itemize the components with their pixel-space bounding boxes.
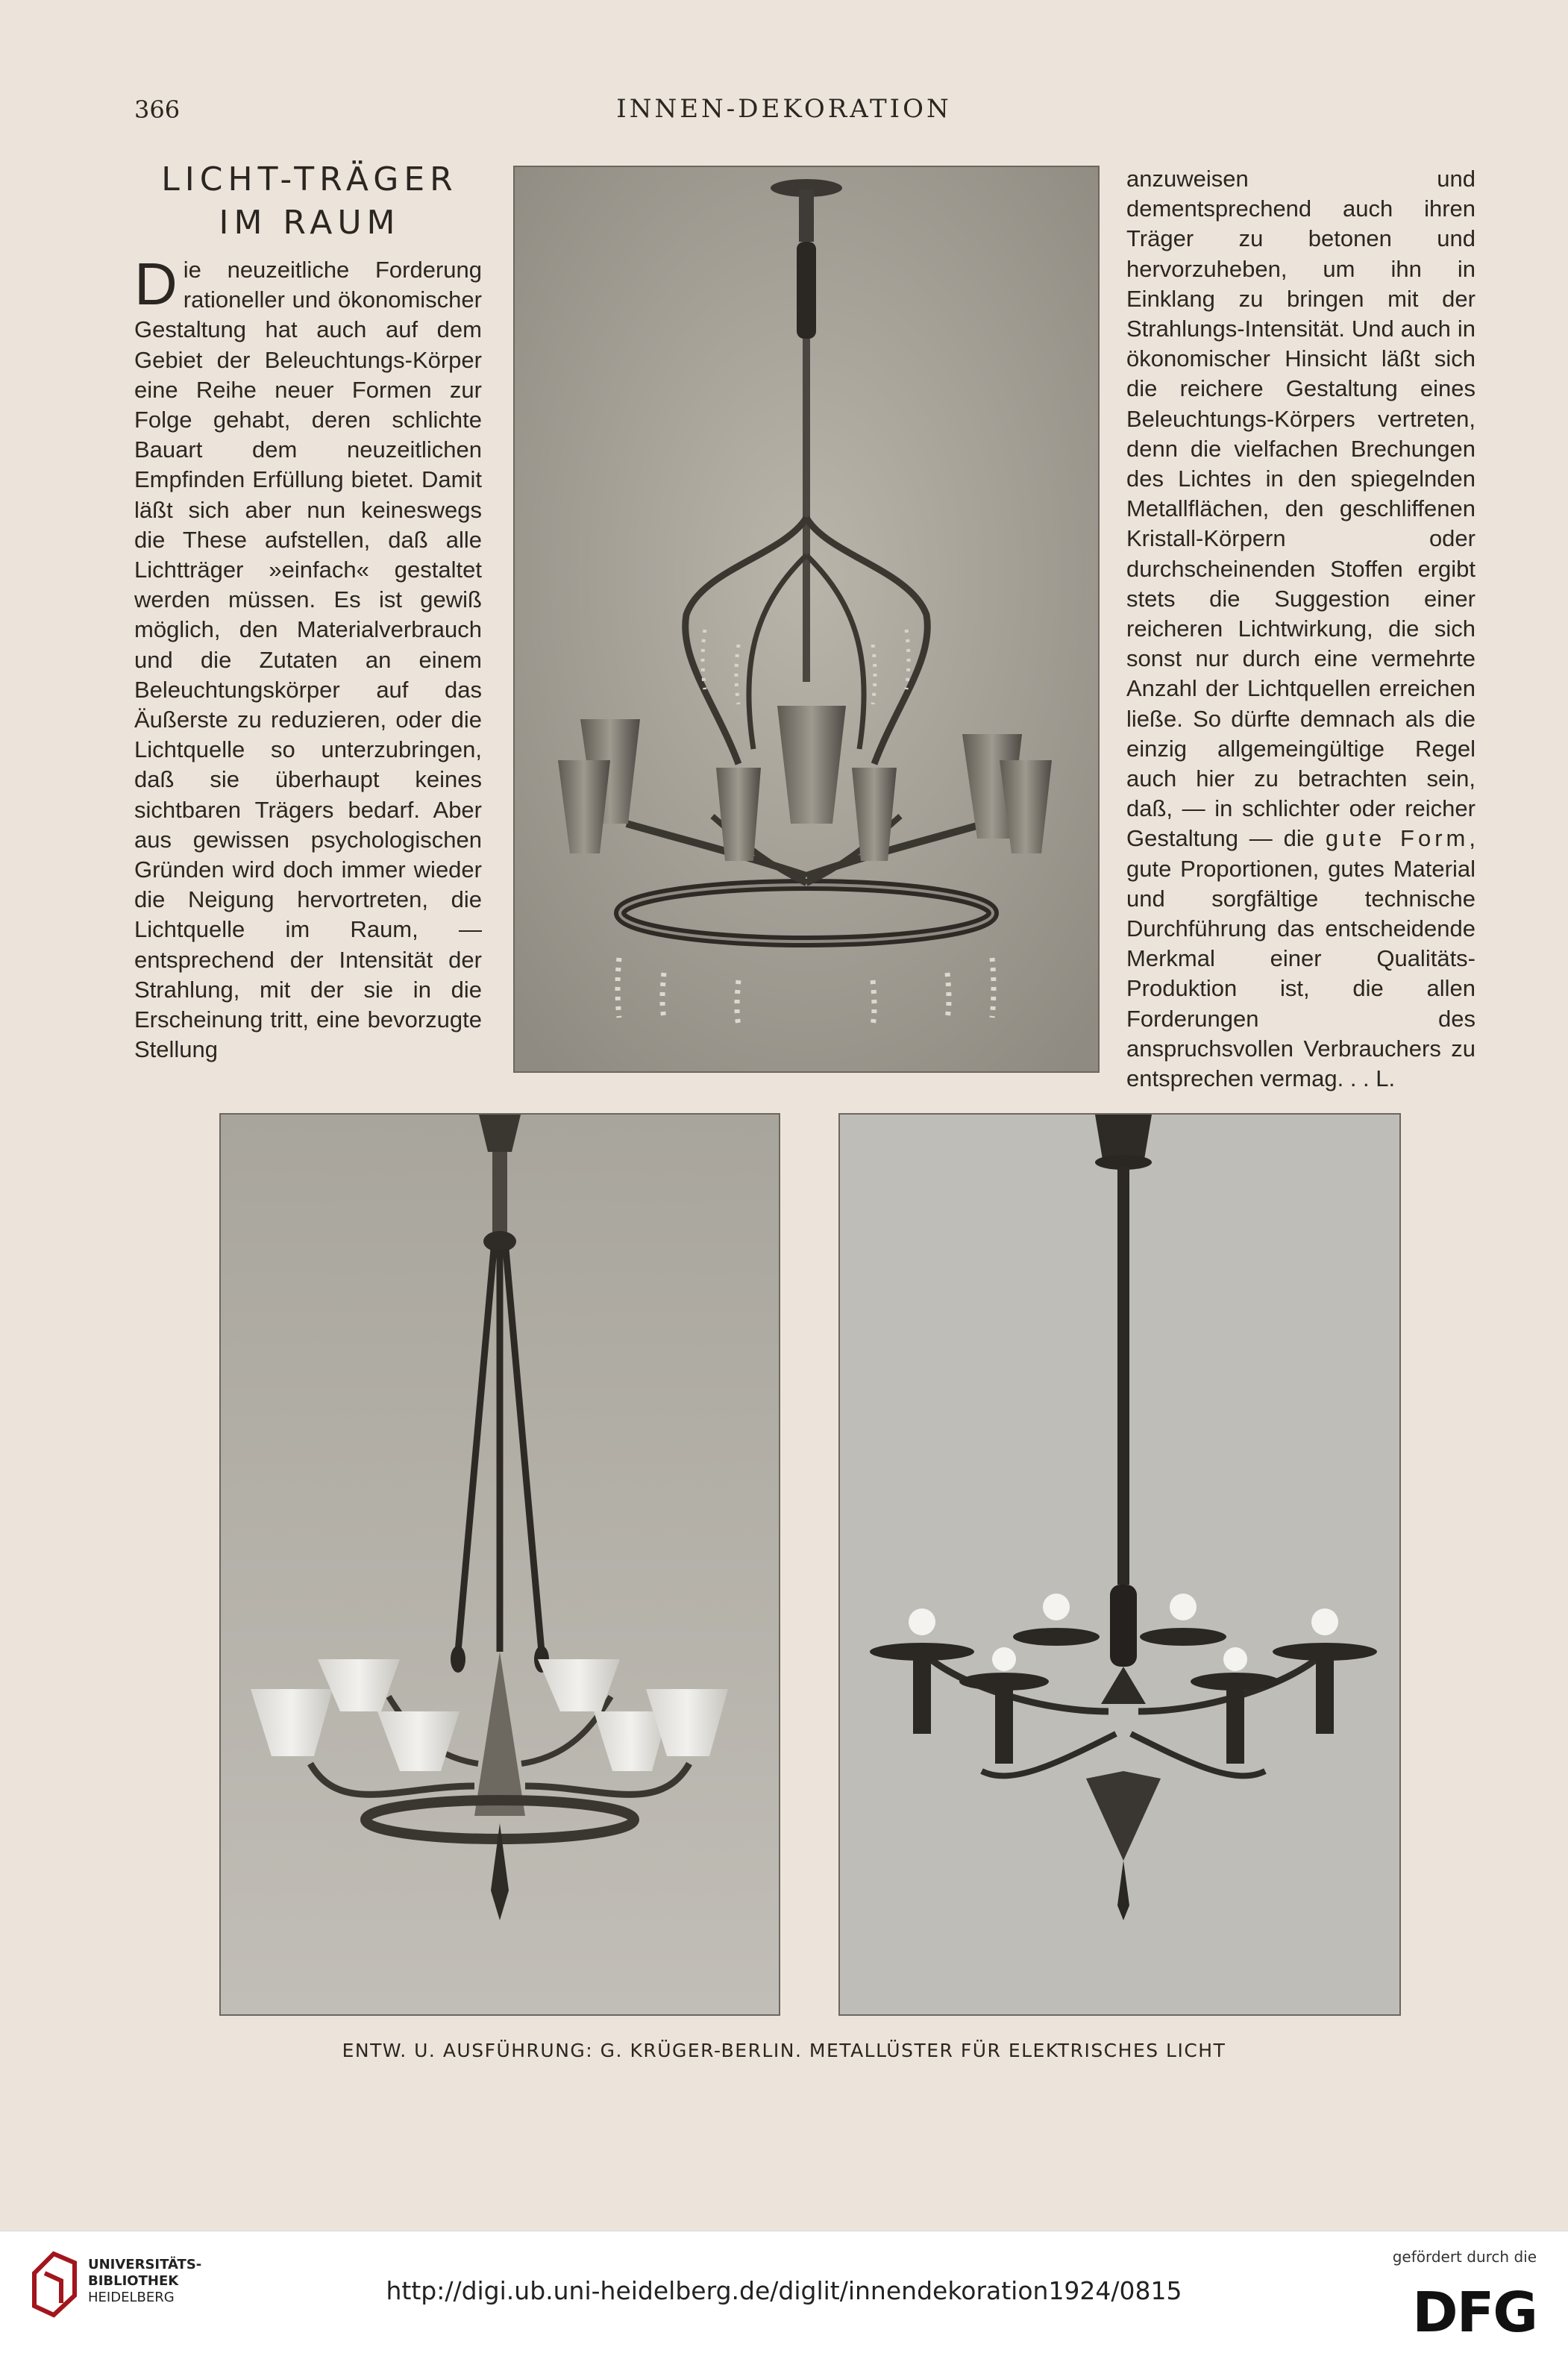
- library-name-line1: UNIVERSITÄTS-: [88, 2257, 202, 2272]
- right-column-emphasis: gute Form: [1325, 825, 1470, 852]
- chandelier-photo-candle-arms: [838, 1113, 1401, 2016]
- drop-cap: D: [134, 251, 178, 317]
- chandelier-photo-glass-shades: [219, 1113, 780, 2016]
- right-column-text-a: anzuweisen und dementsprechend auch ihren Träger zu betonen und hervorzuheben, um ihn in Einklang zu bringen mit der Strahlungs-Intensität. Und auch in ökonomischer Hinsicht läßt sich die reichere Gestaltung eines Beleuchtungs-Körpers vertreten, denn die vielfachen Brechungen des Lichtes in den spiegelnden Metallflächen, den geschliffenen Kristall-Körpern oder durchscheinenden Stoffen ergibt stets die Suggestion einer reicheren Lichtwirkung, die sich sonst nur durch eine vermehrte Anzahl der Lichtquellen erreichen ließe. So dürfte demnach als die einzig allgemeingültige Regel auch hier zu betrachten sein, daß, — in schlichter oder reicher Gestaltung — die: [1126, 166, 1476, 852]
- right-column-text-b: , gute Proportionen, gutes Material und sorgfältige technische Durchführung das entscheidende Merkmal einer Qualitäts-Produktion ist, die allen Forderungen des anspruchsvollen Verbrauchers zu entsprechen vermag. . . L.: [1126, 825, 1476, 1092]
- chandelier-crystal-drawing: [515, 167, 1098, 1071]
- source-url-link[interactable]: http://digi.ub.uni-heidelberg.de/diglit/innendekoration1924/0815: [386, 2276, 1182, 2305]
- chandelier-photo-crystal: [513, 166, 1100, 1073]
- running-head: INNEN-DEKORATION: [616, 94, 952, 124]
- article-title: [134, 158, 485, 245]
- right-column: [1126, 164, 1476, 1094]
- chandelier-glass-drawing: [221, 1115, 779, 2014]
- right-column-text: [1126, 164, 1476, 1094]
- dfg-logo[interactable]: DFG: [1412, 2281, 1537, 2345]
- left-column-lead: ie neuzeitliche Forderung rationeller und ökonomischer Gestaltung hat auch auf dem Gebiet der Beleuchtungs-Körper eine Reihe neuer Formen zur Folge gehabt, deren schlichte Bauart dem neuzeitlichen Empfinden Erfüllung bietet. Damit läßt sich aber nun keineswegs die These aufstellen, daß alle Lichtträger »einfach« gestaltet werden müssen. Es ist gewiß möglich, den Materialverbrauch und die Zutaten an einem Beleuchtungskörper auf das Äußerste zu reduzieren, oder die Lichtquelle so unterzubringen, daß sie überhaupt keines sichtbaren Trägers bedarf. Aber aus gewissen psychologischen Gründen wird doch immer wieder die Neigung hervortreten, die Lichtquelle im Raum, — entsprechend der Intensität der Strahlung, mit der sie in die Erscheinung tritt, eine bevorzugte Stellung: [134, 257, 482, 1063]
- chandelier-candle-drawing: [840, 1115, 1399, 2014]
- left-column: [134, 251, 482, 1065]
- funding-note: gefördert durch die: [1392, 2248, 1537, 2266]
- left-column-text: [134, 251, 482, 1065]
- library-name-line2: BIBLIOTHEK: [88, 2273, 179, 2289]
- page-footer: [0, 2231, 1568, 2356]
- library-name-line3: HEIDELBERG: [88, 2290, 175, 2305]
- article-title-line2: IM RAUM: [219, 204, 401, 242]
- article-title-line1: LICHT-TRÄGER: [161, 160, 458, 198]
- figure-caption: ENTW. U. AUSFÜHRUNG: G. KRÜGER-BERLIN. METALLÜSTER FÜR ELEKTRISCHES LICHT: [342, 2040, 1226, 2061]
- page-number: 366: [134, 95, 181, 124]
